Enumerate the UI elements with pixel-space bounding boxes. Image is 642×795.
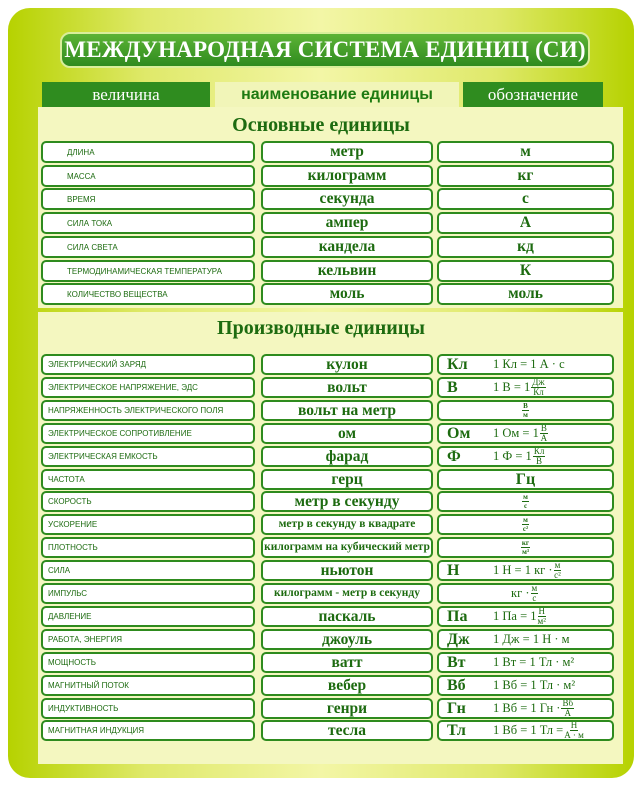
unit-name-cell: метр (261, 141, 433, 163)
fraction-denominator: А (540, 433, 548, 443)
unit-symbol-cell (437, 720, 614, 741)
relation-text: 1 Вб = 1 Тл · м² (493, 678, 576, 692)
relation-text: 1 Вт = 1 Тл · м² (493, 655, 575, 669)
unit-name-cell: вольт на метр (261, 400, 433, 421)
unit-symbol: Па (447, 607, 468, 625)
unit-symbol-cell: А (437, 212, 614, 234)
fraction-numerator: Дж (532, 377, 545, 387)
unit-symbol: Ом (447, 424, 471, 442)
relation-text: 1 Вб = 1 Гн · (493, 701, 561, 715)
relation-text: 1 Дж = 1 Н · м (493, 632, 570, 646)
unit-symbol: Гн (447, 699, 466, 717)
relation-text: 1 Н = 1 кг · (493, 563, 553, 577)
unit-symbol-cell (437, 400, 614, 421)
unit-symbol-cell (437, 652, 614, 673)
unit-relation (493, 447, 546, 466)
unit-name-cell: килограмм (261, 165, 433, 187)
fraction (533, 447, 546, 466)
relation-text: 1 Кл = 1 А · с (493, 357, 565, 371)
quantity-cell: ЭЛЕКТРИЧЕСКОЕ СОПРОТИВЛЕНИЕ (41, 423, 255, 444)
fraction (522, 516, 529, 533)
relation-text: 1 Па = 1 (493, 609, 537, 623)
poster-title: МЕЖДУНАРОДНАЯ СИСТЕМА ЕДИНИЦ (СИ) (60, 32, 590, 68)
fraction-denominator: А · м (564, 730, 584, 740)
unit-symbol: Вт (447, 653, 466, 671)
quantity-cell: ДАВЛЕНИЕ (41, 606, 255, 627)
fraction (554, 561, 562, 580)
unit-symbol-cell (437, 446, 614, 467)
unit-relation (493, 699, 575, 718)
unit-relation (511, 584, 539, 603)
unit-symbol-cell (437, 675, 614, 696)
fraction-denominator: А (564, 708, 572, 718)
header-symbol: обозначение (463, 82, 603, 107)
unit-symbol-cell: К (437, 260, 614, 282)
unit-name-cell: вебер (261, 675, 433, 696)
fraction-denominator: м³ (522, 548, 529, 557)
basic-units-title: Основные единицы (232, 114, 410, 136)
symbol-fraction-wrap (439, 516, 612, 534)
unit-name-cell: кельвин (261, 260, 433, 282)
relation-text: 1 Ом = 1 (493, 426, 539, 440)
unit-relation (493, 561, 562, 580)
unit-symbol-cell (437, 491, 614, 512)
unit-name-cell: вольт (261, 377, 433, 398)
unit-name-cell: ампер (261, 212, 433, 234)
quantity-cell: ИМПУЛЬС (41, 583, 255, 604)
fraction-denominator: м (523, 411, 528, 420)
unit-symbol-cell: с (437, 188, 614, 210)
symbol-fraction-wrap (439, 493, 612, 511)
fraction (538, 607, 547, 626)
fraction-denominator: с (532, 593, 537, 603)
unit-symbol-cell (437, 537, 614, 558)
quantity-cell: ЭЛЕКТРИЧЕСКИЙ ЗАРЯД (41, 354, 255, 375)
unit-symbol: В (447, 378, 458, 396)
unit-symbol-cell: моль (437, 283, 614, 305)
unit-relation (493, 357, 565, 372)
quantity-cell: МАГНИТНАЯ ИНДУКЦИЯ (41, 720, 255, 741)
unit-name-cell: джоуль (261, 629, 433, 650)
quantity-cell: УСКОРЕНИЕ (41, 514, 255, 535)
unit-name-cell: метр в секунду (261, 491, 433, 512)
quantity-cell: СИЛА ТОКА (41, 212, 255, 234)
unit-symbol-cell: кг (437, 165, 614, 187)
quantity-cell: МАГНИТНЫЙ ПОТОК (41, 675, 255, 696)
unit-relation (493, 424, 549, 443)
fraction-denominator: Кл (533, 387, 544, 397)
unit-relation (493, 378, 547, 397)
unit-name-cell: генри (261, 698, 433, 719)
quantity-cell: СИЛА (41, 560, 255, 581)
unit-symbol-cell (437, 698, 614, 719)
fraction-numerator: Кл (533, 446, 545, 456)
quantity-cell: МОЩНОСТЬ (41, 652, 255, 673)
si-units-poster (8, 8, 634, 778)
fraction (521, 539, 530, 556)
unit-name-cell: кандела (261, 236, 433, 258)
unit-relation (493, 607, 547, 626)
unit-relation (493, 632, 570, 647)
fraction (522, 493, 529, 510)
fraction-denominator: с² (522, 525, 529, 534)
relation-text: 1 В = 1 (493, 380, 531, 394)
quantity-cell: МАССА (41, 165, 255, 187)
unit-symbol-cell (437, 354, 614, 375)
symbol-fraction-wrap (439, 402, 612, 420)
fraction-denominator: В (536, 456, 543, 466)
unit-symbol-cell (437, 629, 614, 650)
unit-name-cell: кулон (261, 354, 433, 375)
header-unit-name: наименование единицы (215, 82, 459, 107)
relation-text: кг · (511, 586, 530, 600)
unit-symbol: Дж (447, 630, 470, 648)
fraction-numerator: кг (521, 539, 530, 548)
quantity-cell: ВРЕМЯ (41, 188, 255, 210)
unit-name-cell: моль (261, 283, 433, 305)
unit-symbol: Н (447, 561, 460, 579)
quantity-cell: НАПРЯЖЕННОСТЬ ЭЛЕКТРИЧЕСКОГО ПОЛЯ (41, 400, 255, 421)
fraction-numerator: В (523, 402, 528, 411)
unit-symbol-cell (437, 377, 614, 398)
unit-relation (493, 721, 585, 740)
unit-name-cell: паскаль (261, 606, 433, 627)
fraction (531, 378, 545, 397)
quantity-cell: КОЛИЧЕСТВО ВЕЩЕСТВА (41, 283, 255, 305)
fraction-numerator: Н (538, 606, 545, 616)
unit-symbol-cell (437, 423, 614, 444)
quantity-cell: ЧАСТОТА (41, 469, 255, 490)
fraction (561, 699, 574, 718)
fraction-numerator: м (523, 516, 528, 525)
unit-name-cell: ом (261, 423, 433, 444)
unit-name-cell: килограмм на кубический метр (261, 537, 433, 558)
fraction (531, 584, 539, 603)
unit-symbol-cell (437, 583, 614, 604)
fraction-numerator: м (523, 493, 528, 502)
fraction-denominator: с (523, 502, 528, 511)
quantity-cell: ЭЛЕКТРИЧЕСКАЯ ЕМКОСТЬ (41, 446, 255, 467)
fraction-numerator: Вб (562, 698, 574, 708)
unit-name-cell: тесла (261, 720, 433, 741)
unit-symbol: Кл (447, 355, 468, 373)
unit-name-cell: ньютон (261, 560, 433, 581)
fraction-numerator: м (554, 560, 561, 570)
unit-symbol-cell (437, 469, 614, 490)
quantity-cell: ЭЛЕКТРИЧЕСКОЕ НАПРЯЖЕНИЕ, ЭДС (41, 377, 255, 398)
unit-name-cell: герц (261, 469, 433, 490)
unit-symbol: Тл (447, 721, 466, 739)
quantity-cell: РАБОТА, ЭНЕРГИЯ (41, 629, 255, 650)
unit-name-cell: секунда (261, 188, 433, 210)
fraction-denominator: м² (537, 616, 546, 626)
unit-relation (493, 655, 574, 670)
quantity-cell: СИЛА СВЕТА (41, 236, 255, 258)
unit-name-cell: ватт (261, 652, 433, 673)
symbol-fraction-wrap (439, 539, 612, 557)
quantity-cell: СКОРОСТЬ (41, 491, 255, 512)
unit-name-cell: фарад (261, 446, 433, 467)
fraction-numerator: м (531, 583, 538, 593)
fraction-denominator: с² (554, 570, 561, 580)
unit-name-cell: метр в секунду в квадрате (261, 514, 433, 535)
fraction-numerator: Н (570, 720, 578, 730)
header-quantity: величина (42, 82, 210, 107)
quantity-cell: ТЕРМОДИНАМИЧЕСКАЯ ТЕМПЕРАТУРА (41, 260, 255, 282)
quantity-cell: ДЛИНА (41, 141, 255, 163)
unit-relation (493, 678, 575, 693)
quantity-cell: ПЛОТНОСТЬ (41, 537, 255, 558)
unit-symbol: Гц (515, 470, 536, 488)
unit-symbol: Ф (447, 447, 461, 465)
unit-symbol-cell (437, 606, 614, 627)
quantity-cell: ИНДУКТИВНОСТЬ (41, 698, 255, 719)
unit-symbol-cell: кд (437, 236, 614, 258)
relation-text: 1 Вб = 1 Тл = (493, 723, 564, 737)
fraction (564, 721, 584, 740)
unit-symbol: Вб (447, 676, 466, 694)
fraction (540, 424, 548, 443)
unit-symbol-cell (437, 560, 614, 581)
fraction (522, 402, 529, 419)
derived-units-title: Производные единицы (217, 317, 425, 339)
fraction-numerator: В (540, 423, 547, 433)
unit-symbol-cell (437, 514, 614, 535)
unit-name-cell: килограмм - метр в секунду (261, 583, 433, 604)
relation-text: 1 Ф = 1 (493, 449, 532, 463)
unit-symbol-cell: м (437, 141, 614, 163)
